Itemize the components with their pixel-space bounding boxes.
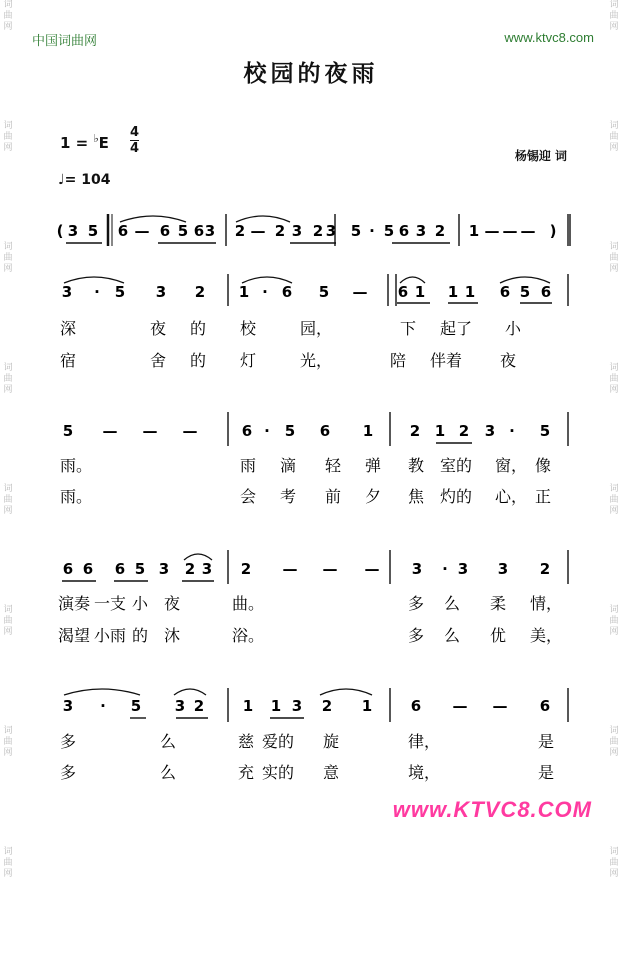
intro-note: 5 — [87, 222, 99, 240]
row3-v2-lyric: 美， — [530, 626, 563, 645]
row1-v2-lyric: 宿 — [60, 351, 77, 370]
row2-note: 2 — [458, 422, 470, 440]
side-watermark-char: 网 — [609, 869, 619, 879]
side-watermark-char: 曲 — [3, 737, 13, 747]
row3-v1-lyric: 多 — [408, 594, 425, 613]
row1-v1-lyric: 园， — [300, 319, 333, 338]
row4-note: 6 — [410, 697, 422, 715]
side-watermark-char: 曲 — [3, 616, 13, 626]
row3-v1-lyric: 么 — [444, 594, 461, 613]
side-watermark-gap — [2, 880, 14, 968]
row4-v1-lyric: 么 — [160, 732, 177, 751]
row3-v1-lyric: 夜 — [164, 594, 181, 613]
row4-v2-lyric: 境， — [408, 763, 441, 782]
row2-v2-lyric: 心， — [495, 487, 528, 506]
intro-note: 3 — [204, 222, 216, 240]
row4-note: 3 — [174, 697, 186, 715]
side-watermark-char: 词 — [609, 363, 619, 373]
intro-note: 6 — [159, 222, 171, 240]
row1-v2-lyric: 灯 — [240, 351, 257, 370]
row3-v2-lyric: 沐 — [164, 626, 181, 645]
row2-v1-lyric: 室的 — [440, 456, 473, 475]
side-watermark-char: 曲 — [3, 132, 13, 142]
row4-v1-lyric: 旋 — [323, 732, 340, 751]
row2-note: 3 — [484, 422, 496, 440]
row4-v2-lyric: 是 — [538, 763, 555, 782]
row1-note: 1 — [414, 283, 426, 301]
row2-v2-lyric: 夕 — [365, 487, 382, 506]
row4-note: 6 — [539, 697, 551, 715]
row1-v1-lyric: 夜 — [150, 319, 167, 338]
row4-v2-lyric: 么 — [160, 763, 177, 782]
row3-note: 6 — [62, 560, 74, 578]
intro-note: 3 — [291, 222, 303, 240]
row3-note: 3 — [158, 560, 170, 578]
row1-v1-lyric: 起了 — [440, 319, 473, 338]
intro-note: — — [502, 222, 518, 240]
row4-note: 2 — [193, 697, 205, 715]
side-watermark-char: 网 — [609, 748, 619, 758]
row2-v1-lyric: 弹 — [365, 456, 382, 475]
side-watermark-char: 网 — [3, 22, 13, 32]
row2-note: 6 — [319, 422, 331, 440]
intro-note: 5 — [383, 222, 395, 240]
row2-note: 5 — [539, 422, 551, 440]
side-watermark-char: 词 — [609, 847, 619, 857]
row4-v1-lyric: 律， — [408, 732, 441, 751]
side-watermark-char: 词 — [3, 847, 13, 857]
row4-note: 1 — [242, 697, 254, 715]
lyricist-credit: 杨锡迎 词 — [514, 149, 567, 163]
intro-note: 3 — [325, 222, 337, 240]
row2-note: — — [182, 422, 198, 440]
intro-note: — — [484, 222, 500, 240]
row1-note: · — [262, 283, 268, 301]
row1-v2-lyric: 夜 — [500, 351, 517, 370]
side-watermark-char: 网 — [609, 22, 619, 32]
row3-v2-lyric: 优 — [490, 626, 507, 645]
row3-note: 6 — [82, 560, 94, 578]
row4-note: 3 — [291, 697, 303, 715]
intro-note: 6 — [193, 222, 205, 240]
side-watermark-char: 网 — [3, 143, 13, 153]
side-watermark-char: 词 — [609, 605, 619, 615]
row2-note: · — [509, 422, 515, 440]
intro-note: — — [520, 222, 536, 240]
row4-note: 5 — [130, 697, 142, 715]
row2-v1-lyric: 教 — [408, 456, 425, 475]
row1-v1-lyric: 下 — [400, 319, 417, 338]
side-watermark-char: 曲 — [609, 11, 619, 21]
side-watermark-char: 词 — [3, 242, 13, 252]
row1-note: 1 — [447, 283, 459, 301]
row1-note: 6 — [540, 283, 552, 301]
row2-note: 6 — [241, 422, 253, 440]
side-watermark-char: 词 — [609, 484, 619, 494]
row3-note: — — [322, 560, 338, 578]
side-watermark-char: 曲 — [609, 374, 619, 384]
slur — [320, 689, 372, 695]
row2-v1-lyric: 窗， — [495, 456, 528, 475]
side-watermark-char: 词 — [3, 363, 13, 373]
row2-v1-lyric: 滴 — [280, 456, 297, 475]
side-watermark-char: 曲 — [3, 495, 13, 505]
row1-v1-lyric: 小 — [505, 319, 522, 338]
row4-v1-lyric: 是 — [538, 732, 555, 751]
row4-v1-lyric: 多 — [60, 732, 77, 751]
intro-note: 6 — [398, 222, 410, 240]
side-watermark-char: 曲 — [3, 253, 13, 263]
row4-v1-lyric: 爱的 — [262, 732, 295, 751]
row2-v1-lyric: 雨。 — [60, 456, 93, 475]
side-watermark-char: 词 — [3, 484, 13, 494]
row1-note: 6 — [499, 283, 511, 301]
side-watermark-char: 网 — [609, 264, 619, 274]
row1-v2-lyric: 光， — [300, 351, 333, 370]
row2-note: 5 — [62, 422, 74, 440]
side-watermark-char: 曲 — [609, 253, 619, 263]
row1-v1-lyric: 校 — [240, 319, 257, 338]
row1-v2-lyric: 的 — [190, 351, 207, 370]
row1-v2-lyric: 陪 — [390, 351, 407, 370]
side-watermark-char: 网 — [609, 627, 619, 637]
slur — [174, 689, 206, 695]
row1-note: 2 — [194, 283, 206, 301]
row3-note: 3 — [411, 560, 423, 578]
meter-top: 4 — [130, 125, 140, 140]
row1-v1-lyric: 的 — [190, 319, 207, 338]
row3-v2-lyric: 渴望 — [58, 626, 91, 645]
side-watermark-char: 网 — [609, 385, 619, 395]
side-watermark-char: 曲 — [3, 11, 13, 21]
side-watermark-char: 曲 — [609, 737, 619, 747]
row4-note: 3 — [62, 697, 74, 715]
side-watermark-char: 网 — [3, 385, 13, 395]
row4-v2-lyric: 充 — [238, 763, 255, 782]
row1-note: 1 — [238, 283, 250, 301]
row2-note: 5 — [284, 422, 296, 440]
row3-v1-lyric: 柔 — [490, 594, 507, 613]
row2-note: — — [142, 422, 158, 440]
row3-v2-lyric: 多 — [408, 626, 425, 645]
side-watermark-char: 网 — [609, 506, 619, 516]
song-title: 校园的夜雨 — [243, 60, 379, 87]
row1-v1-lyric: 深 — [60, 319, 77, 338]
site-url-right[interactable]: www.ktvc8.com — [504, 30, 594, 45]
side-watermark-char: 曲 — [609, 858, 619, 868]
row1-note: · — [94, 283, 100, 301]
row3-v2-lyric: 浴。 — [232, 626, 265, 645]
row3-v2-lyric: 的 — [132, 626, 149, 645]
row2-v2-lyric: 焦 — [408, 487, 425, 506]
row3-note: 6 — [114, 560, 126, 578]
row4-note: — — [492, 697, 508, 715]
row1-note: 6 — [397, 283, 409, 301]
row1-note: 5 — [519, 283, 531, 301]
side-watermark-char: 词 — [3, 605, 13, 615]
row2-note: 1 — [434, 422, 446, 440]
tempo-marking: ♩= 104 — [58, 172, 111, 188]
intro-note: · — [369, 222, 375, 240]
row2-v2-lyric: 灼的 — [440, 487, 473, 506]
row4-v2-lyric: 多 — [60, 763, 77, 782]
side-watermark-char: 网 — [3, 869, 13, 879]
row4-note: 1 — [270, 697, 282, 715]
slur — [64, 689, 140, 695]
side-watermark-char: 网 — [609, 143, 619, 153]
row1-note: 3 — [61, 283, 73, 301]
row1-note: 3 — [155, 283, 167, 301]
side-watermark-gap — [608, 880, 620, 968]
side-watermark-char: 曲 — [3, 374, 13, 384]
row3-note: 3 — [201, 560, 213, 578]
row2-note: — — [102, 422, 118, 440]
intro-note: 5 — [350, 222, 362, 240]
row1-note: 5 — [318, 283, 330, 301]
side-watermark-char: 网 — [3, 627, 13, 637]
row2-v2-lyric: 前 — [325, 487, 342, 506]
row4-note: · — [100, 697, 106, 715]
row3-note: 5 — [134, 560, 146, 578]
row3-note: 3 — [457, 560, 469, 578]
intro-note: 6 — [117, 222, 129, 240]
side-watermark-char: 词 — [3, 121, 13, 131]
side-watermark-char: 曲 — [609, 132, 619, 142]
row3-v1-lyric: 情， — [530, 594, 563, 613]
side-watermark-char: 词 — [609, 242, 619, 252]
side-watermark-char: 词 — [609, 726, 619, 736]
intro-note: — — [250, 222, 266, 240]
row3-note: 2 — [184, 560, 196, 578]
side-watermark-char: 词 — [609, 0, 619, 10]
side-watermark-char: 曲 — [3, 858, 13, 868]
intro-paren-open: ( — [56, 222, 64, 240]
intro-paren-close: ) — [549, 222, 557, 240]
row2-note: 1 — [362, 422, 374, 440]
row4-note: 2 — [321, 697, 333, 715]
row3-note: 2 — [240, 560, 252, 578]
intro-note: 2 — [234, 222, 246, 240]
row2-v1-lyric: 像 — [535, 456, 552, 475]
row3-v1-lyric: 演奏 — [58, 594, 91, 613]
footer-watermark[interactable]: www.KTVC8.COM — [392, 797, 592, 822]
intro-note: 3 — [415, 222, 427, 240]
row4-note: 1 — [361, 697, 373, 715]
intro-note: — — [134, 222, 150, 240]
row2-v2-lyric: 正 — [535, 487, 552, 506]
row3-v1-lyric: 小 — [132, 594, 149, 613]
row4-v2-lyric: 意 — [323, 763, 340, 782]
side-watermark-char: 词 — [609, 121, 619, 131]
key-note: E — [98, 134, 109, 152]
row1-v2-lyric: 舍 — [150, 351, 167, 370]
meter-bottom: 4 — [130, 141, 140, 156]
side-watermark-char: 词 — [3, 0, 13, 10]
intro-note: 5 — [177, 222, 189, 240]
row3-note: — — [282, 560, 298, 578]
row3-v1-lyric: 曲。 — [232, 594, 265, 613]
slur — [120, 216, 186, 222]
row4-v2-lyric: 实的 — [262, 763, 295, 782]
site-name-left[interactable]: 中国词曲网 — [32, 33, 98, 48]
key-prefix: 1 = — [60, 134, 94, 152]
row3-note: · — [442, 560, 448, 578]
row3-v1-lyric: 一支 — [94, 594, 127, 613]
row3-v2-lyric: 么 — [444, 626, 461, 645]
row4-note: — — [452, 697, 468, 715]
row1-note: 6 — [281, 283, 293, 301]
row3-note: 3 — [497, 560, 509, 578]
row2-v2-lyric: 雨。 — [60, 487, 93, 506]
side-watermark-char: 曲 — [609, 495, 619, 505]
flat-icon: ♭ — [93, 132, 99, 145]
intro-note: 3 — [67, 222, 79, 240]
row1-note: 1 — [464, 283, 476, 301]
side-watermark-char: 词 — [3, 726, 13, 736]
intro-note: 2 — [274, 222, 286, 240]
row4-v1-lyric: 慈 — [238, 732, 255, 751]
row1-v2-lyric: 伴着 — [430, 351, 463, 370]
row3-note: 2 — [539, 560, 551, 578]
side-watermark-char: 网 — [3, 748, 13, 758]
intro-note: 2 — [312, 222, 324, 240]
row2-v1-lyric: 轻 — [325, 456, 342, 475]
row2-v2-lyric: 会 — [240, 487, 257, 506]
row3-v2-lyric: 小雨 — [94, 626, 127, 645]
side-watermark-char: 曲 — [609, 616, 619, 626]
row1-note: 5 — [114, 283, 126, 301]
row2-note: 2 — [409, 422, 421, 440]
row3-note: — — [364, 560, 380, 578]
row2-v1-lyric: 雨 — [240, 456, 257, 475]
intro-note: 1 — [468, 222, 480, 240]
side-watermark-char: 网 — [3, 506, 13, 516]
row2-note: · — [264, 422, 270, 440]
side-watermark-char: 网 — [3, 264, 13, 274]
intro-note: 2 — [434, 222, 446, 240]
row2-v2-lyric: 考 — [280, 487, 297, 506]
row1-note: — — [352, 283, 368, 301]
